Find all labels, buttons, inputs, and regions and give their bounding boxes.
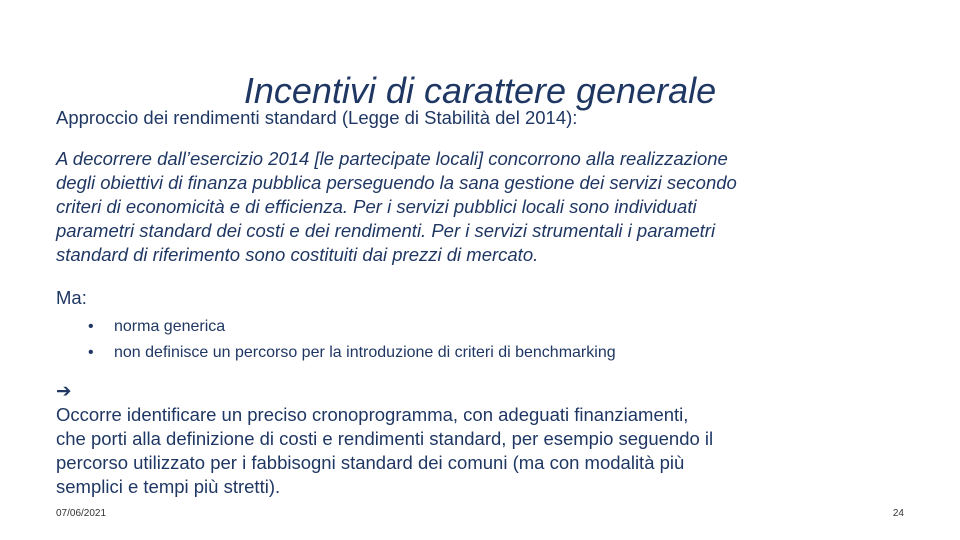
bullet-text: norma generica <box>114 318 226 335</box>
bullet-list <box>88 314 616 366</box>
slide-title: Incentivi di carattere generale <box>243 70 717 112</box>
quote-line: A decorrere dall’esercizio 2014 [le partecipate locali] concorrono alla realizzazione <box>56 148 728 169</box>
list-item <box>88 314 616 340</box>
quote-line: parametri standard dei costi e dei rendimenti. Per i servizi strumentali i parametri <box>56 220 716 241</box>
conclusion-line: che porti alla definizione di costi e rendimenti standard, per esempio seguendo il <box>56 428 714 449</box>
conclusion-line <box>56 379 936 427</box>
conclusion-paragraph <box>56 379 936 499</box>
page-number: 24 <box>892 508 904 519</box>
law-quote <box>56 147 936 267</box>
bullet-icon: • <box>88 344 94 361</box>
quote-line: standard di riferimento sono costituiti dai prezzi di mercato. <box>56 244 539 265</box>
conclusion-line-text: Occorre identificare un preciso cronoprogramma, con adeguati finanziamenti, <box>56 404 689 425</box>
arrow-right-icon: ➔ <box>56 380 72 401</box>
quote-line: criteri di economicità e di efficienza. Per i servizi pubblici locali sono individuati <box>56 196 697 217</box>
conclusion-line: semplici e tempi più stretti). <box>56 476 281 497</box>
conclusion-line: percorso utilizzato per i fabbisogni standard dei comuni (ma con modalità più <box>56 452 685 473</box>
list-item <box>88 340 616 366</box>
quote-line: degli obiettivi di finanza pubblica perseguendo la sana gestione dei servizi secondo <box>56 172 737 193</box>
footer-date: 07/06/2021 <box>56 508 107 519</box>
bullet-text: non definisce un percorso per la introduzione di criteri di benchmarking <box>114 344 616 361</box>
ma-label: Ma: <box>56 287 87 308</box>
slide-subtitle: Approccio dei rendimenti standard (Legge di Stabilità del 2014): <box>56 107 578 128</box>
bullet-icon: • <box>88 318 94 335</box>
